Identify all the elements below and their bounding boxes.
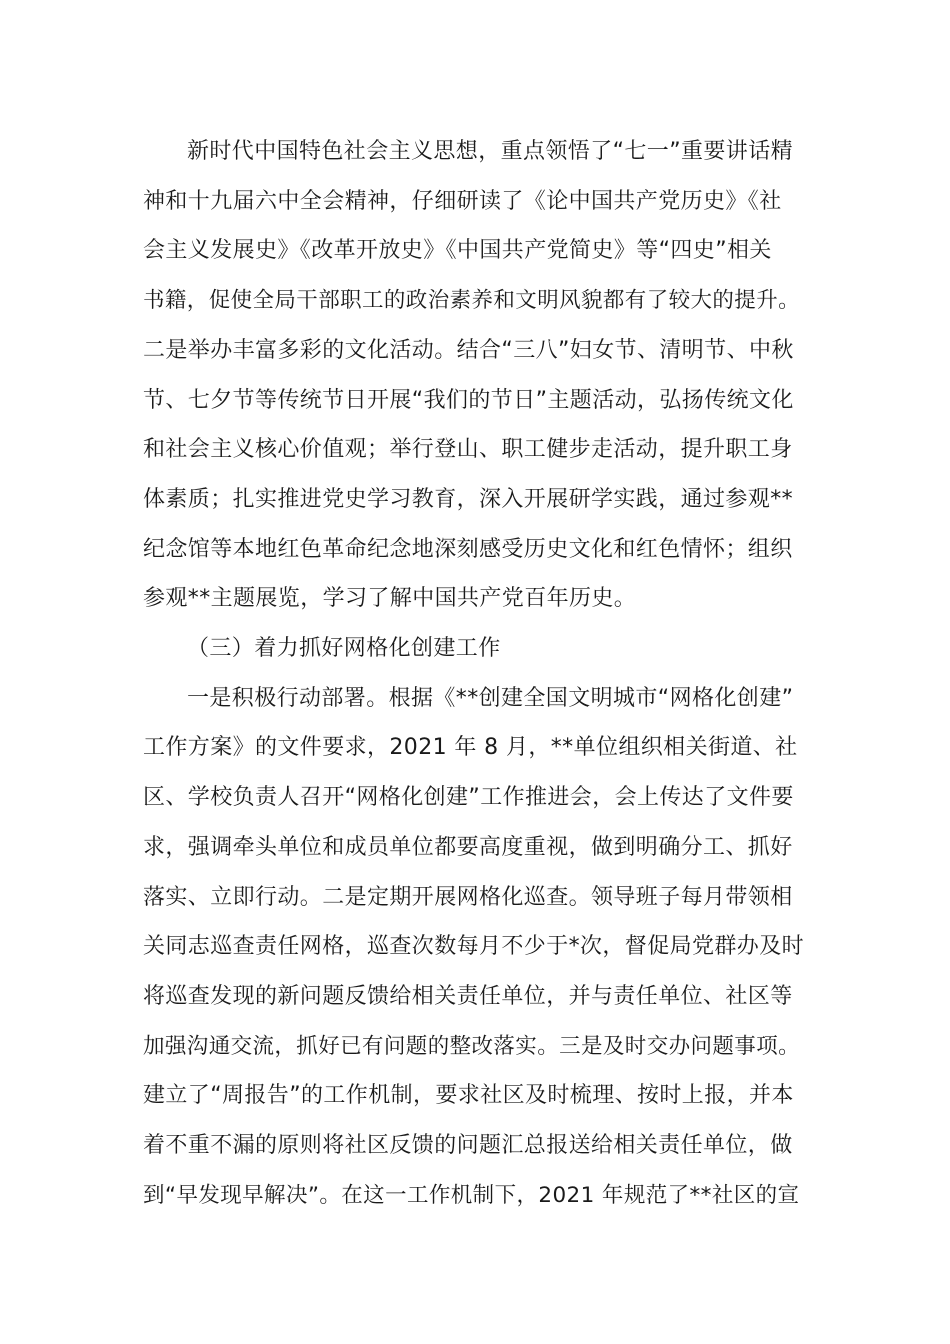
paragraph-line: 将巡查发现的新问题反馈给相关责任单位，并与责任单位、社区等 — [143, 984, 793, 1009]
paragraph-line: 二是举办丰富多彩的文化活动。结合“三八”妇女节、清明节、中秋 — [143, 338, 794, 363]
paragraph-line: 会主义发展史》《改革开放史》《中国共产党简史》等“四史”相关 — [143, 238, 772, 263]
paragraph-line: 区、学校负责人召开“网格化创建”工作推进会，会上传达了文件要 — [143, 785, 794, 810]
paragraph-line: 到“早发现早解决”。在这一工作机制下，2021 年规范了**社区的宣 — [143, 1183, 800, 1208]
paragraph-line: 着不重不漏的原则将社区反馈的问题汇总报送给相关责任单位，做 — [143, 1133, 793, 1158]
paragraph-line: 体素质；扎实推进党史学习教育，深入开展研学实践，通过参观** — [143, 487, 794, 512]
paragraph-line: 工作方案》的文件要求，2021 年 8 月，**单位组织相关街道、社 — [143, 735, 798, 760]
paragraph-line: 关同志巡查责任网格，巡查次数每月不少于*次，督促局党群办及时 — [143, 934, 805, 959]
paragraph-line: 求，强调牵头单位和成员单位都要高度重视，做到明确分工、抓好 — [143, 835, 793, 860]
paragraph-line: 纪念馆等本地红色革命纪念地深刻感受历史文化和红色情怀；组织 — [143, 537, 793, 562]
paragraph-line: 和社会主义核心价值观；举行登山、职工健步走活动，提升职工身 — [143, 437, 793, 462]
section-heading: （三）着力抓好网格化创建工作 — [187, 636, 501, 661]
paragraph-line: 节、七夕节等传统节日开展“我们的节日”主题活动，弘扬传统文化 — [143, 388, 794, 413]
paragraph-line: 加强沟通交流，抓好已有问题的整改落实。三是及时交办问题事项。 — [143, 1034, 801, 1059]
paragraph-line: 建立了“周报告”的工作机制，要求社区及时梳理、按时上报，并本 — [143, 1083, 794, 1108]
paragraph-line: 书籍，促使全局干部职工的政治素养和文明风貌都有了较大的提升。 — [143, 288, 801, 313]
paragraph-line: 一是积极行动部署。根据《**创建全国文明城市“网格化创建” — [187, 686, 794, 711]
paragraph-line: 新时代中国特色社会主义思想，重点领悟了“七一”重要讲话精 — [187, 139, 793, 164]
paragraph-line: 落实、立即行动。二是定期开展网格化巡查。领导班子每月带领相 — [143, 885, 793, 910]
paragraph-line: 参观**主题展览，学习了解中国共产党百年历史。 — [143, 586, 637, 611]
paragraph-line: 神和十九届六中全会精神，仔细研读了《论中国共产党历史》《社 — [143, 189, 782, 214]
